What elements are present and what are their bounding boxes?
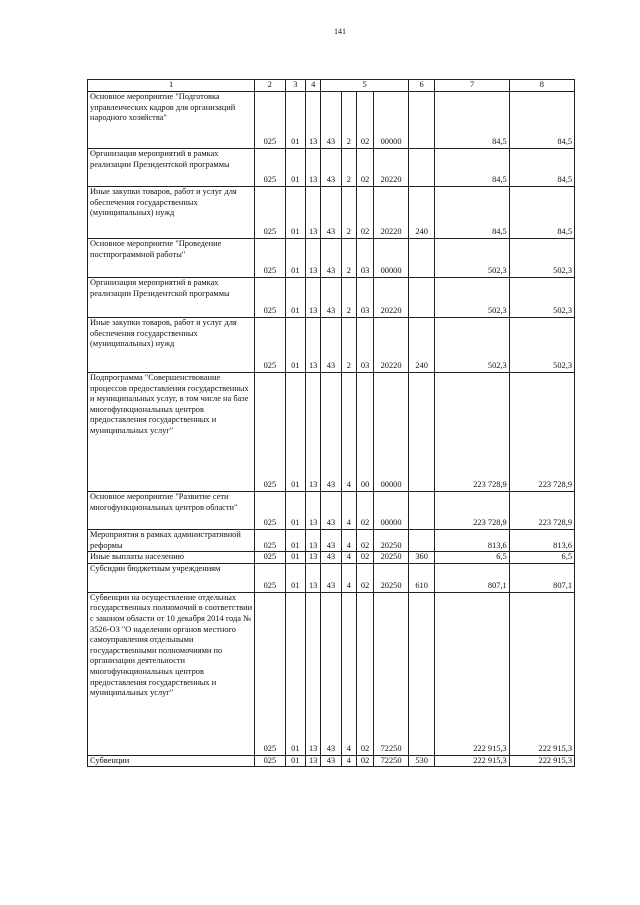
cell-c4: 13 [306, 492, 321, 530]
cell-c2: 025 [255, 318, 286, 373]
cell-c4: 13 [306, 563, 321, 592]
cell-csr2: 4 [341, 552, 356, 564]
cell-csr3: 02 [356, 92, 373, 149]
table-header [88, 80, 575, 92]
header-col-6: 6 [408, 80, 434, 92]
cell-c4: 13 [306, 149, 321, 187]
header-col-7: 7 [435, 80, 509, 92]
cell-c7: 502,3 [435, 239, 509, 278]
cell-csr2: 2 [341, 187, 356, 239]
table-row [88, 239, 575, 278]
table-row [88, 563, 575, 592]
cell-c4: 13 [306, 755, 321, 767]
cell-c8: 84,5 [509, 149, 574, 187]
cell-c2: 025 [255, 530, 286, 552]
cell-csr3: 02 [356, 530, 373, 552]
cell-c6 [408, 239, 434, 278]
cell-csr2: 4 [341, 755, 356, 767]
cell-name: Иные закупки товаров, работ и услуг для обеспечения государственных (муниципальных) нужд [88, 318, 255, 373]
cell-name: Субвенции на осуществление отдельных государственных полномочий в соответствии с законом области от 10 декабря 2014 года № 3526-ОЗ "О наделении органов местного самоуправления отдельными государственными полномочиями по организации деятельности многофункциональных центров предоставления государственных и муниципальных услуг" [88, 592, 255, 755]
cell-c3: 01 [285, 239, 305, 278]
cell-c8: 222 915,3 [509, 592, 574, 755]
cell-c6 [408, 373, 434, 492]
cell-c6: 360 [408, 552, 434, 564]
cell-c4: 13 [306, 373, 321, 492]
cell-c7: 502,3 [435, 318, 509, 373]
cell-c3: 01 [285, 149, 305, 187]
header-col-3: 3 [285, 80, 305, 92]
table-row [88, 755, 575, 767]
page-number: 141 [334, 27, 346, 36]
cell-c3: 01 [285, 492, 305, 530]
cell-c8: 813,6 [509, 530, 574, 552]
cell-csr1: 43 [321, 278, 341, 318]
cell-c8: 223 728,9 [509, 492, 574, 530]
cell-c2: 025 [255, 492, 286, 530]
cell-c7: 223 728,9 [435, 373, 509, 492]
cell-csr4: 72250 [374, 592, 409, 755]
cell-name: Подпрограмма "Совершенствование процессов предоставления государственных и муниципальных услуг, в том числе на базе многофункциональных центров предоставления государственных и муниципальных услуг" [88, 373, 255, 492]
cell-c3: 01 [285, 563, 305, 592]
cell-csr4: 00000 [374, 239, 409, 278]
cell-c2: 025 [255, 592, 286, 755]
cell-c2: 025 [255, 187, 286, 239]
cell-csr1: 43 [321, 530, 341, 552]
cell-csr4: 20220 [374, 318, 409, 373]
cell-c4: 13 [306, 318, 321, 373]
table-body [88, 80, 575, 767]
cell-csr2: 2 [341, 239, 356, 278]
cell-csr2: 2 [341, 149, 356, 187]
cell-csr2: 2 [341, 92, 356, 149]
cell-csr1: 43 [321, 563, 341, 592]
cell-csr2: 4 [341, 530, 356, 552]
cell-c3: 01 [285, 187, 305, 239]
cell-c3: 01 [285, 755, 305, 767]
table-row [88, 187, 575, 239]
table-row [88, 278, 575, 318]
cell-csr3: 02 [356, 492, 373, 530]
table-row [88, 92, 575, 149]
cell-c8: 502,3 [509, 318, 574, 373]
cell-csr2: 4 [341, 563, 356, 592]
cell-csr4: 00000 [374, 373, 409, 492]
cell-c3: 01 [285, 530, 305, 552]
header-col-8: 8 [509, 80, 574, 92]
cell-name: Основное мероприятие "Развитие сети многофункциональных центров области" [88, 492, 255, 530]
cell-c6 [408, 592, 434, 755]
cell-csr1: 43 [321, 552, 341, 564]
cell-csr2: 2 [341, 278, 356, 318]
cell-c6 [408, 278, 434, 318]
cell-c8: 84,5 [509, 187, 574, 239]
cell-c6 [408, 530, 434, 552]
cell-c7: 222 915,3 [435, 592, 509, 755]
cell-csr3: 02 [356, 552, 373, 564]
cell-c4: 13 [306, 278, 321, 318]
cell-name: Организация мероприятий в рамках реализации Президентской программы [88, 149, 255, 187]
table-row [88, 552, 575, 564]
cell-c8: 502,3 [509, 239, 574, 278]
cell-c6 [408, 92, 434, 149]
cell-name: Субвенции [88, 755, 255, 767]
cell-csr4: 20220 [374, 278, 409, 318]
cell-c4: 13 [306, 92, 321, 149]
header-col-5: 5 [321, 80, 409, 92]
cell-c8: 6,5 [509, 552, 574, 564]
cell-csr1: 43 [321, 318, 341, 373]
cell-c6: 610 [408, 563, 434, 592]
table-row [88, 318, 575, 373]
cell-csr4: 20250 [374, 552, 409, 564]
cell-c2: 025 [255, 755, 286, 767]
cell-csr2: 4 [341, 373, 356, 492]
table-row [88, 530, 575, 552]
cell-csr3: 03 [356, 318, 373, 373]
cell-c8: 223 728,9 [509, 373, 574, 492]
cell-csr1: 43 [321, 373, 341, 492]
cell-c2: 025 [255, 552, 286, 564]
header-col-4: 4 [306, 80, 321, 92]
cell-c7: 813,6 [435, 530, 509, 552]
cell-csr3: 02 [356, 755, 373, 767]
cell-csr4: 72250 [374, 755, 409, 767]
cell-c7: 84,5 [435, 149, 509, 187]
cell-c7: 222 915,3 [435, 755, 509, 767]
cell-c2: 025 [255, 278, 286, 318]
cell-c3: 01 [285, 592, 305, 755]
cell-c4: 13 [306, 592, 321, 755]
cell-name: Иные выплаты населению [88, 552, 255, 564]
cell-csr3: 02 [356, 563, 373, 592]
cell-c2: 025 [255, 149, 286, 187]
cell-c7: 807,1 [435, 563, 509, 592]
cell-csr1: 43 [321, 592, 341, 755]
cell-c4: 13 [306, 530, 321, 552]
cell-c7: 84,5 [435, 187, 509, 239]
cell-csr2: 4 [341, 492, 356, 530]
cell-csr2: 2 [341, 318, 356, 373]
cell-c2: 025 [255, 563, 286, 592]
cell-c6 [408, 149, 434, 187]
cell-c8: 84,5 [509, 92, 574, 149]
cell-c2: 025 [255, 239, 286, 278]
cell-c2: 025 [255, 373, 286, 492]
cell-csr3: 02 [356, 149, 373, 187]
cell-csr1: 43 [321, 755, 341, 767]
cell-c3: 01 [285, 92, 305, 149]
cell-csr1: 43 [321, 187, 341, 239]
header-col-1: 1 [88, 80, 255, 92]
header-col-2: 2 [255, 80, 286, 92]
cell-c6: 240 [408, 187, 434, 239]
cell-c8: 502,3 [509, 278, 574, 318]
budget-table [87, 79, 575, 767]
cell-csr4: 00000 [374, 92, 409, 149]
table-row [88, 492, 575, 530]
cell-csr3: 03 [356, 278, 373, 318]
cell-name: Мероприятия в рамках административной реформы [88, 530, 255, 552]
cell-csr1: 43 [321, 92, 341, 149]
cell-c8: 807,1 [509, 563, 574, 592]
cell-name: Основное мероприятие "Подготовка управленческих кадров для организаций народного хозяйства" [88, 92, 255, 149]
cell-c4: 13 [306, 552, 321, 564]
cell-csr3: 02 [356, 592, 373, 755]
cell-csr1: 43 [321, 492, 341, 530]
cell-csr4: 20250 [374, 563, 409, 592]
cell-c3: 01 [285, 318, 305, 373]
cell-c3: 01 [285, 373, 305, 492]
cell-name: Основное мероприятие "Проведение постпрограммной работы" [88, 239, 255, 278]
cell-csr2: 4 [341, 592, 356, 755]
table-row [88, 592, 575, 755]
cell-csr4: 00000 [374, 492, 409, 530]
table-row [88, 149, 575, 187]
cell-c4: 13 [306, 239, 321, 278]
cell-c4: 13 [306, 187, 321, 239]
table-row [88, 373, 575, 492]
cell-c6: 240 [408, 318, 434, 373]
cell-name: Иные закупки товаров, работ и услуг для обеспечения государственных (муниципальных) нужд [88, 187, 255, 239]
cell-c7: 6,5 [435, 552, 509, 564]
cell-csr1: 43 [321, 239, 341, 278]
cell-name: Организация мероприятий в рамках реализации Президентской программы [88, 278, 255, 318]
cell-csr3: 00 [356, 373, 373, 492]
cell-c6 [408, 492, 434, 530]
cell-csr3: 03 [356, 239, 373, 278]
cell-c2: 025 [255, 92, 286, 149]
cell-c8: 222 915,3 [509, 755, 574, 767]
cell-c6: 530 [408, 755, 434, 767]
cell-csr4: 20250 [374, 530, 409, 552]
cell-csr1: 43 [321, 149, 341, 187]
cell-csr3: 02 [356, 187, 373, 239]
cell-c7: 84,5 [435, 92, 509, 149]
cell-c3: 01 [285, 278, 305, 318]
cell-c7: 223 728,9 [435, 492, 509, 530]
cell-name: Субсидии бюджетным учреждениям [88, 563, 255, 592]
cell-csr4: 20220 [374, 187, 409, 239]
cell-csr4: 20220 [374, 149, 409, 187]
cell-c7: 502,3 [435, 278, 509, 318]
cell-c3: 01 [285, 552, 305, 564]
